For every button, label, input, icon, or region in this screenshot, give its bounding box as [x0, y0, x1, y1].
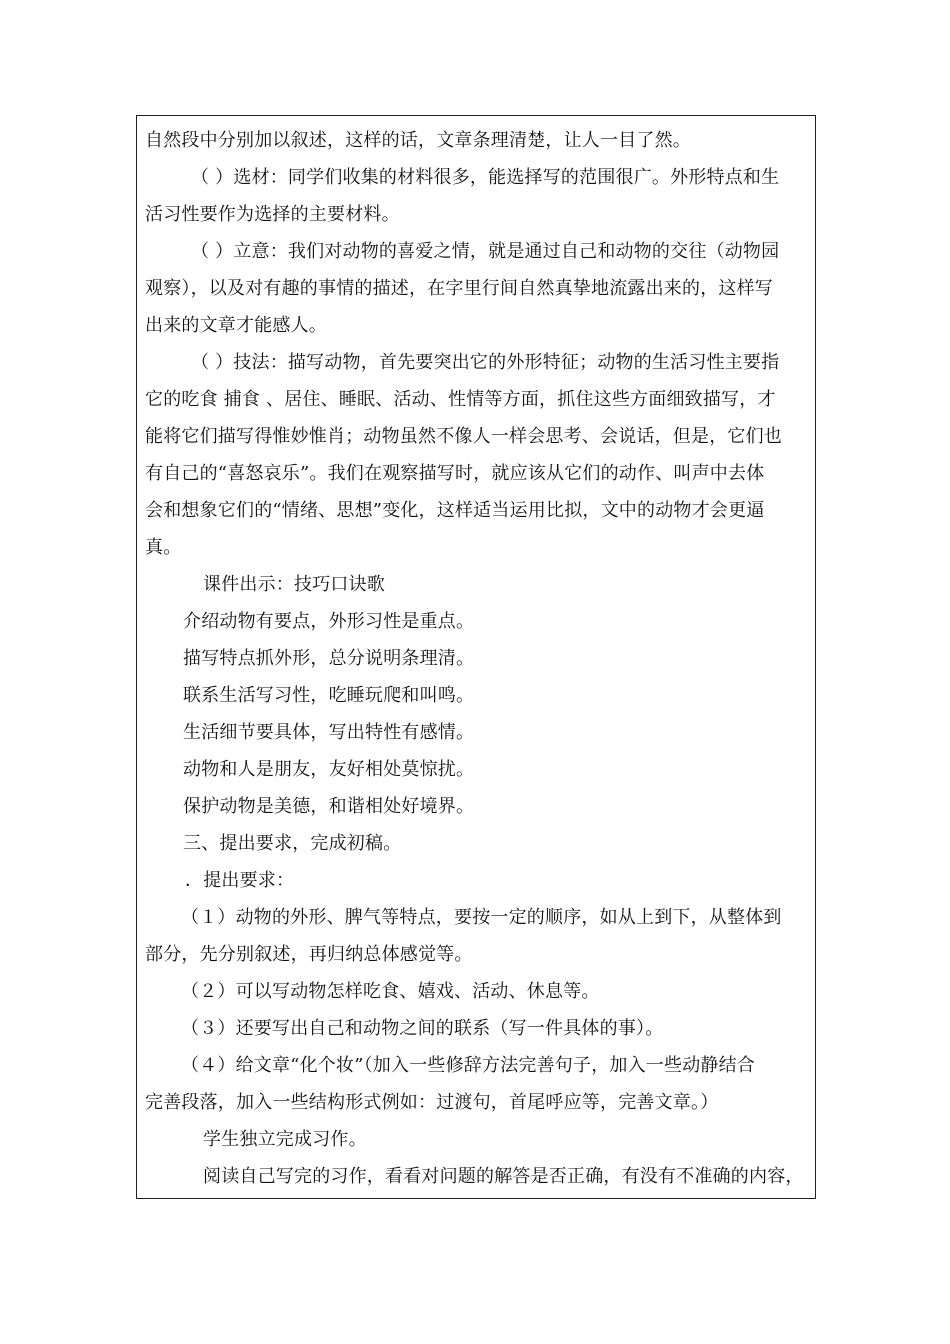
text-line: 保护动物是美德，和谐相处好境界。: [183, 796, 475, 817]
text-line: 观察），以及对有趣的事情的描述，在字里行间自然真挚地流露出来的，这样写: [145, 278, 773, 299]
text-line: （１）动物的外形、脾气等特点，要按一定的顺序，如从上到下，从整体到: [181, 907, 782, 928]
text-line: 动物和人是朋友，友好相处莫惊扰。: [183, 759, 475, 780]
text-line: （２）可以写动物怎样吃食、嬉戏、活动、休息等。: [181, 981, 600, 1002]
text-line: 真。: [145, 537, 182, 558]
text-line: （ ）技法：描写动物，首先要突出它的外形特征；动物的生活习性主要指: [191, 352, 780, 373]
text-line: 学生独立完成习作。: [203, 1129, 367, 1150]
text-line: 三、提出要求，完成初稿。: [183, 833, 402, 854]
text-line: 它的吃食 捕食 、居住、睡眠、活动、性情等方面，抓住这些方面细致描写，才: [145, 389, 776, 410]
text-line: （４）给文章“化个妆”（加入一些修辞方法完善句子，加入一些动静结合: [181, 1055, 756, 1076]
text-line: （ ）选材：同学们收集的材料很多，能选择写的范围很广。外形特点和生: [191, 167, 780, 188]
text-line: 自然段中分别加以叙述，这样的话，文章条理清楚，让人一目了然。: [145, 130, 691, 151]
text-line: 课件出示：技巧口诀歌: [203, 574, 385, 595]
text-line: 完善段落，加入一些结构形式例如：过渡句，首尾呼应等，完善文章。）: [145, 1092, 719, 1113]
text-line: 联系生活写习性，吃睡玩爬和叫鸣。: [183, 685, 475, 706]
text-line: （３）还要写出自己和动物之间的联系（写一件具体的事）。: [181, 1018, 664, 1039]
text-line: 会和想象它们的“情绪、思想”变化，这样适当运用比拟，文中的动物才会更逼: [145, 500, 765, 521]
text-line: 介绍动物有要点，外形习性是重点。: [183, 611, 475, 632]
text-line: 阅读自己写完的习作，看看对问题的解答是否正确，有没有不准确的内容，: [203, 1166, 804, 1187]
document-body: [145, 122, 809, 1195]
text-line: 部分，先分别叙述，再归纳总体感觉等。: [145, 944, 473, 965]
text-line: 生活细节要具体，写出特性有感情。: [183, 722, 475, 743]
text-line: 活习性要作为选择的主要材料。: [145, 204, 400, 225]
text-line: （ ）立意：我们对动物的喜爱之情，就是通过自己和动物的交往（动物园: [191, 241, 780, 262]
text-line: ．提出要求：: [185, 870, 295, 891]
text-line: 能将它们描写得惟妙惟肖；动物虽然不像人一样会思考、会说话，但是，它们也: [145, 426, 782, 447]
document-table-cell: [136, 115, 816, 1199]
text-line: 有自己的“喜怒哀乐”。我们在观察描写时，就应该从它们的动作、叫声中去体: [145, 463, 765, 484]
text-line: 出来的文章才能感人。: [145, 315, 327, 336]
text-line: 描写特点抓外形，总分说明条理清。: [183, 648, 475, 669]
